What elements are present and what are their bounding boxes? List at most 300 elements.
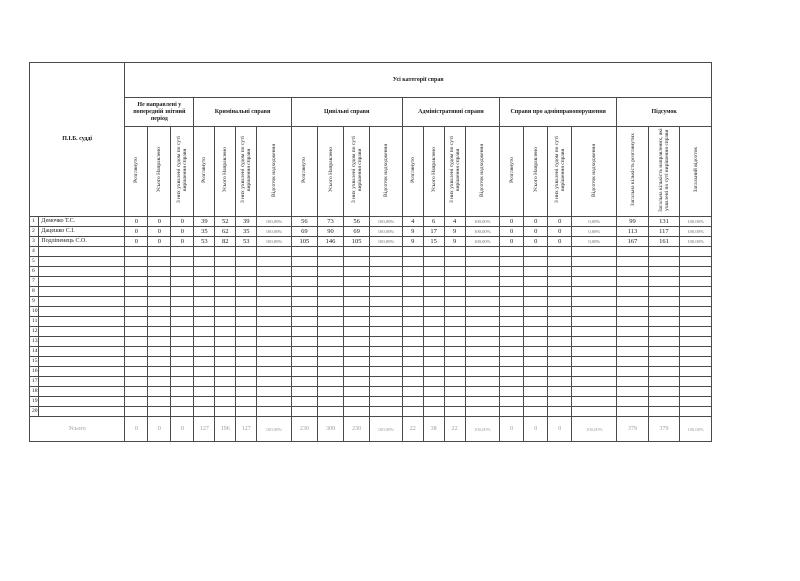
data-cell [148, 267, 171, 277]
data-cell [344, 387, 370, 397]
total-cell: 100,00% [680, 417, 712, 442]
data-cell [344, 247, 370, 257]
data-cell [344, 377, 370, 387]
data-cell [125, 387, 148, 397]
sub-header [617, 127, 648, 217]
data-cell [257, 317, 292, 327]
data-cell: 56 [344, 217, 370, 227]
sub-header-label: Усього Направлено [222, 147, 229, 193]
sub-header [500, 127, 524, 217]
sub-header [236, 127, 257, 217]
data-cell [465, 247, 500, 257]
data-cell [423, 387, 444, 397]
data-cell [370, 297, 402, 307]
row-number: 9 [30, 297, 39, 307]
row-number: 8 [30, 287, 39, 297]
data-cell [465, 297, 500, 307]
data-cell [236, 317, 257, 327]
data-cell [215, 377, 236, 387]
data-cell [236, 337, 257, 347]
data-cell [524, 257, 548, 267]
data-cell [257, 347, 292, 357]
group-header: Не направлені у попередній звітний період [125, 98, 194, 127]
data-cell: 105 [344, 237, 370, 247]
total-cell: 0 [524, 417, 548, 442]
data-cell [402, 387, 423, 397]
data-cell [572, 347, 617, 357]
data-cell [548, 287, 572, 297]
data-cell [194, 287, 215, 297]
data-cell [215, 407, 236, 417]
data-cell: 0 [171, 237, 194, 247]
data-cell [500, 387, 524, 397]
data-cell: 100,00% [370, 227, 402, 237]
table-row [30, 277, 712, 287]
data-cell: 53 [194, 237, 215, 247]
data-cell [317, 377, 343, 387]
judge-name [39, 387, 125, 397]
data-cell [257, 247, 292, 257]
data-cell [402, 247, 423, 257]
data-cell [572, 257, 617, 267]
judge-name [39, 247, 125, 257]
data-cell: 100,00% [257, 217, 292, 227]
data-cell [171, 307, 194, 317]
data-cell [423, 357, 444, 367]
total-cell: 196 [215, 417, 236, 442]
data-cell [194, 357, 215, 367]
sub-header-label: Розглянуто [133, 157, 140, 183]
data-cell [194, 407, 215, 417]
data-cell: 0 [171, 227, 194, 237]
data-cell [291, 377, 317, 387]
data-cell [291, 407, 317, 417]
data-cell [317, 267, 343, 277]
data-cell [548, 367, 572, 377]
data-cell [617, 407, 648, 417]
data-cell [648, 277, 679, 287]
data-cell [444, 357, 465, 367]
data-cell [548, 377, 572, 387]
data-cell [524, 277, 548, 287]
data-cell [215, 357, 236, 367]
table-row [30, 267, 712, 277]
data-cell [465, 407, 500, 417]
data-cell [524, 267, 548, 277]
data-cell [148, 297, 171, 307]
sub-header [444, 127, 465, 217]
data-cell [617, 347, 648, 357]
data-cell [171, 267, 194, 277]
data-cell [423, 307, 444, 317]
data-cell [423, 347, 444, 357]
sub-header [423, 127, 444, 217]
data-cell: 100,00% [680, 237, 712, 247]
data-cell [236, 267, 257, 277]
data-cell: 105 [291, 237, 317, 247]
total-cell: 100,00% [572, 417, 617, 442]
data-cell [215, 267, 236, 277]
sub-header-label: Розглянуто [409, 157, 416, 183]
judge-name [39, 317, 125, 327]
data-cell [291, 257, 317, 267]
data-cell: 0,00% [572, 227, 617, 237]
data-cell [257, 357, 292, 367]
data-cell [125, 347, 148, 357]
sub-header [148, 127, 171, 217]
data-cell [257, 337, 292, 347]
table-row [30, 367, 712, 377]
data-cell [194, 387, 215, 397]
data-cell: 35 [194, 227, 215, 237]
judge-name [39, 407, 125, 417]
data-cell [194, 247, 215, 257]
row-number: 5 [30, 257, 39, 267]
data-cell [572, 407, 617, 417]
table-row [30, 387, 712, 397]
data-cell [402, 367, 423, 377]
data-cell [291, 307, 317, 317]
data-cell [317, 327, 343, 337]
data-cell [465, 337, 500, 347]
judge-name: Подліпенець С.О. [39, 237, 125, 247]
data-cell [572, 317, 617, 327]
row-number: 7 [30, 277, 39, 287]
row-number: 18 [30, 387, 39, 397]
data-cell: 161 [648, 237, 679, 247]
data-cell: 82 [215, 237, 236, 247]
data-cell [402, 257, 423, 267]
table-row [30, 347, 712, 357]
data-cell [648, 377, 679, 387]
sub-header [257, 127, 292, 217]
data-cell [680, 277, 712, 287]
total-cell: 100,00% [465, 417, 500, 442]
data-cell [148, 357, 171, 367]
total-cell: 100,00% [370, 417, 402, 442]
data-cell [370, 267, 402, 277]
data-cell [465, 317, 500, 327]
data-cell [444, 387, 465, 397]
data-cell [215, 277, 236, 287]
data-cell: 56 [291, 217, 317, 227]
data-cell [344, 307, 370, 317]
data-cell [148, 407, 171, 417]
data-cell: 0 [125, 227, 148, 237]
data-cell [236, 307, 257, 317]
data-cell [617, 337, 648, 347]
data-cell [171, 327, 194, 337]
data-cell [548, 407, 572, 417]
sub-header [215, 127, 236, 217]
data-cell: 117 [648, 227, 679, 237]
data-cell [648, 317, 679, 327]
data-cell [171, 257, 194, 267]
data-cell [317, 257, 343, 267]
data-cell [524, 287, 548, 297]
row-number: 19 [30, 397, 39, 407]
data-cell [680, 407, 712, 417]
data-cell [171, 247, 194, 257]
data-cell [617, 397, 648, 407]
data-cell: 9 [402, 237, 423, 247]
data-cell [402, 307, 423, 317]
data-cell: 73 [317, 217, 343, 227]
data-cell [125, 257, 148, 267]
data-cell: 52 [215, 217, 236, 227]
data-cell [500, 297, 524, 307]
data-cell: 100,00% [257, 237, 292, 247]
data-cell [148, 257, 171, 267]
data-cell [465, 367, 500, 377]
data-cell [215, 257, 236, 267]
data-cell [370, 317, 402, 327]
data-cell [257, 257, 292, 267]
total-cell: 127 [236, 417, 257, 442]
data-cell [171, 317, 194, 327]
data-cell [125, 367, 148, 377]
data-cell [194, 327, 215, 337]
data-cell [370, 337, 402, 347]
data-cell [500, 307, 524, 317]
data-cell [317, 407, 343, 417]
data-cell [524, 247, 548, 257]
data-cell [317, 277, 343, 287]
data-cell [524, 327, 548, 337]
data-cell [444, 297, 465, 307]
data-cell [125, 247, 148, 257]
data-cell [572, 377, 617, 387]
data-cell [257, 277, 292, 287]
data-cell [548, 347, 572, 357]
data-cell [317, 307, 343, 317]
data-cell [423, 267, 444, 277]
table-row [30, 287, 712, 297]
data-cell: 0 [548, 217, 572, 227]
data-cell [402, 377, 423, 387]
data-cell [125, 307, 148, 317]
data-cell [194, 317, 215, 327]
data-cell [524, 307, 548, 317]
data-cell: 100,00% [370, 217, 402, 227]
data-cell [257, 367, 292, 377]
sub-header-label: Загальна кількість направлених, які ухвалені по суті вирішення справи [657, 128, 670, 212]
sub-header-label: З них ухвалені судом по суті вирішення справи [240, 136, 253, 204]
judge-name: Дацешко С.І. [39, 227, 125, 237]
data-cell [236, 327, 257, 337]
data-cell: 113 [617, 227, 648, 237]
data-cell [524, 367, 548, 377]
data-cell [215, 307, 236, 317]
sub-header [648, 127, 679, 217]
data-cell [291, 267, 317, 277]
data-cell [344, 357, 370, 367]
judge-name [39, 327, 125, 337]
data-cell [171, 337, 194, 347]
data-cell [465, 347, 500, 357]
data-cell [125, 287, 148, 297]
data-cell [648, 297, 679, 307]
data-cell [148, 287, 171, 297]
data-cell [402, 297, 423, 307]
data-cell [423, 297, 444, 307]
data-cell [617, 287, 648, 297]
data-cell [465, 287, 500, 297]
total-cell: 230 [291, 417, 317, 442]
table-row [30, 297, 712, 307]
total-cell: 379 [617, 417, 648, 442]
total-cell: 309 [317, 417, 343, 442]
data-cell [402, 397, 423, 407]
data-cell [548, 317, 572, 327]
data-cell [171, 277, 194, 287]
data-cell [317, 367, 343, 377]
data-cell [125, 267, 148, 277]
table-row [30, 337, 712, 347]
data-cell [236, 397, 257, 407]
data-cell [236, 407, 257, 417]
judge-name [39, 347, 125, 357]
data-cell: 9 [444, 237, 465, 247]
data-cell [680, 317, 712, 327]
data-cell [370, 327, 402, 337]
data-cell [617, 367, 648, 377]
sub-header-label: Відсоток надходження [382, 143, 389, 197]
data-cell [370, 287, 402, 297]
data-cell: 100,00% [465, 237, 500, 247]
judge-name [39, 297, 125, 307]
data-cell [148, 397, 171, 407]
data-cell [215, 387, 236, 397]
data-cell [648, 357, 679, 367]
data-cell: 0 [125, 217, 148, 227]
data-cell [444, 257, 465, 267]
row-number: 6 [30, 267, 39, 277]
data-cell [215, 367, 236, 377]
data-cell [148, 377, 171, 387]
table-row [30, 257, 712, 267]
row-number: 17 [30, 377, 39, 387]
data-cell [257, 397, 292, 407]
data-cell [125, 277, 148, 287]
data-cell [291, 397, 317, 407]
sub-header [317, 127, 343, 217]
data-cell [215, 347, 236, 357]
report-sheet [29, 62, 712, 445]
data-cell [617, 277, 648, 287]
data-cell [171, 347, 194, 357]
row-number: 14 [30, 347, 39, 357]
data-cell [423, 247, 444, 257]
data-cell [500, 317, 524, 327]
total-cell: 22 [444, 417, 465, 442]
data-cell [680, 307, 712, 317]
data-cell: 0 [148, 227, 171, 237]
data-cell [236, 387, 257, 397]
data-cell [194, 337, 215, 347]
data-cell [291, 297, 317, 307]
data-cell [617, 377, 648, 387]
data-cell: 100,00% [257, 227, 292, 237]
data-cell [423, 367, 444, 377]
data-cell [524, 337, 548, 347]
data-cell [148, 307, 171, 317]
data-cell [344, 337, 370, 347]
table-row [30, 377, 712, 387]
data-cell [291, 327, 317, 337]
data-cell [125, 397, 148, 407]
sub-header-label: З них ухвалені судом по суті вирішення справи [350, 136, 363, 204]
data-cell [171, 387, 194, 397]
sub-header [572, 127, 617, 217]
judge-name [39, 277, 125, 287]
data-cell [572, 327, 617, 337]
data-cell [500, 337, 524, 347]
data-cell [370, 277, 402, 287]
data-cell: 53 [236, 237, 257, 247]
data-cell [680, 327, 712, 337]
data-cell: 0 [500, 237, 524, 247]
data-cell [215, 337, 236, 347]
data-cell: 99 [617, 217, 648, 227]
data-cell [215, 317, 236, 327]
table-row [30, 317, 712, 327]
data-cell [444, 287, 465, 297]
row-number: 2 [30, 227, 39, 237]
data-cell [572, 297, 617, 307]
data-cell: 69 [291, 227, 317, 237]
row-number: 10 [30, 307, 39, 317]
data-cell [444, 397, 465, 407]
data-cell: 69 [344, 227, 370, 237]
data-cell [680, 257, 712, 267]
data-cell [500, 377, 524, 387]
data-cell [148, 387, 171, 397]
sub-header-label: З них ухвалені судом по суті вирішення справи [176, 136, 189, 204]
row-number: 4 [30, 247, 39, 257]
data-cell [500, 367, 524, 377]
data-cell [344, 297, 370, 307]
data-cell [194, 377, 215, 387]
data-cell [500, 287, 524, 297]
data-cell: 131 [648, 217, 679, 227]
data-cell: 0 [548, 227, 572, 237]
data-cell [500, 397, 524, 407]
data-cell [680, 387, 712, 397]
data-cell [572, 367, 617, 377]
data-cell [171, 377, 194, 387]
data-cell [171, 397, 194, 407]
data-cell [291, 317, 317, 327]
data-cell [572, 387, 617, 397]
data-cell [680, 247, 712, 257]
data-cell [317, 287, 343, 297]
data-cell [257, 307, 292, 317]
data-cell [548, 397, 572, 407]
data-cell [423, 407, 444, 417]
data-cell: 0 [148, 217, 171, 227]
data-cell [648, 407, 679, 417]
data-cell [572, 397, 617, 407]
data-cell [317, 317, 343, 327]
row-number: 11 [30, 317, 39, 327]
total-cell: 100,00% [257, 417, 292, 442]
data-cell [572, 307, 617, 317]
data-cell: 39 [236, 217, 257, 227]
judge-name [39, 357, 125, 367]
group-header: Адміністративні справи [402, 98, 499, 127]
group-header: Підсумок [617, 98, 712, 127]
